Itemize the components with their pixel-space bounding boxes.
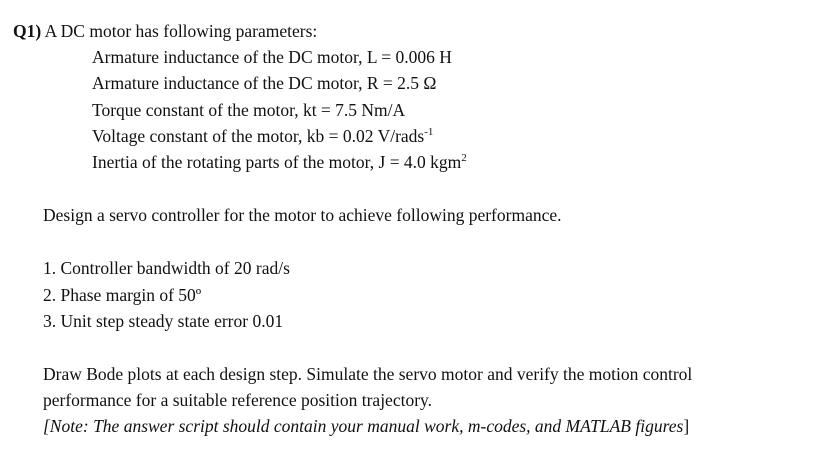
parameter-text: Voltage constant of the motor, kb = 0.02 V/rads: [92, 126, 425, 146]
parameter-text: Armature inductance of the DC motor, L = 0.006 H: [92, 47, 452, 67]
question-label: Q1): [13, 21, 42, 41]
requirement-steady-state-error: 3. Unit step steady state error 0.01: [43, 311, 284, 331]
parameter-inductance: [92, 46, 452, 68]
parameter-text: Armature inductance of the DC motor, R = 2.5 Ω: [92, 73, 437, 93]
note-text: [Note: The answer script should contain your manual work, m-codes, and MATLAB figures: [43, 416, 684, 436]
parameter-superscript: 2: [461, 152, 467, 164]
parameter-torque-constant: [92, 99, 405, 121]
parameter-superscript: -1: [424, 126, 434, 138]
instruction-line-1: Draw Bode plots at each design step. Simulate the servo motor and verify the motion control: [43, 364, 693, 384]
question-heading: [13, 20, 317, 42]
parameter-resistance: [92, 72, 436, 94]
parameter-text: Torque constant of the motor, kt = 7.5 Nm/A: [92, 100, 406, 120]
note-closing-bracket: ]: [683, 416, 690, 436]
design-statement: Design a servo controller for the motor to achieve following performance.: [43, 205, 562, 225]
instruction-note: [43, 415, 689, 437]
requirement-bandwidth: 1. Controller bandwidth of 20 rad/s: [43, 258, 290, 278]
instruction-line-2: performance for a suitable reference position trajectory.: [43, 390, 433, 410]
parameter-inertia: [92, 151, 467, 176]
parameter-voltage-constant: [92, 125, 433, 150]
requirement-phase-margin: 2. Phase margin of 50º: [43, 285, 202, 305]
parameter-text: Inertia of the rotating parts of the motor, J = 4.0 kgm: [92, 152, 462, 172]
question-intro: A DC motor has following parameters:: [44, 21, 318, 41]
